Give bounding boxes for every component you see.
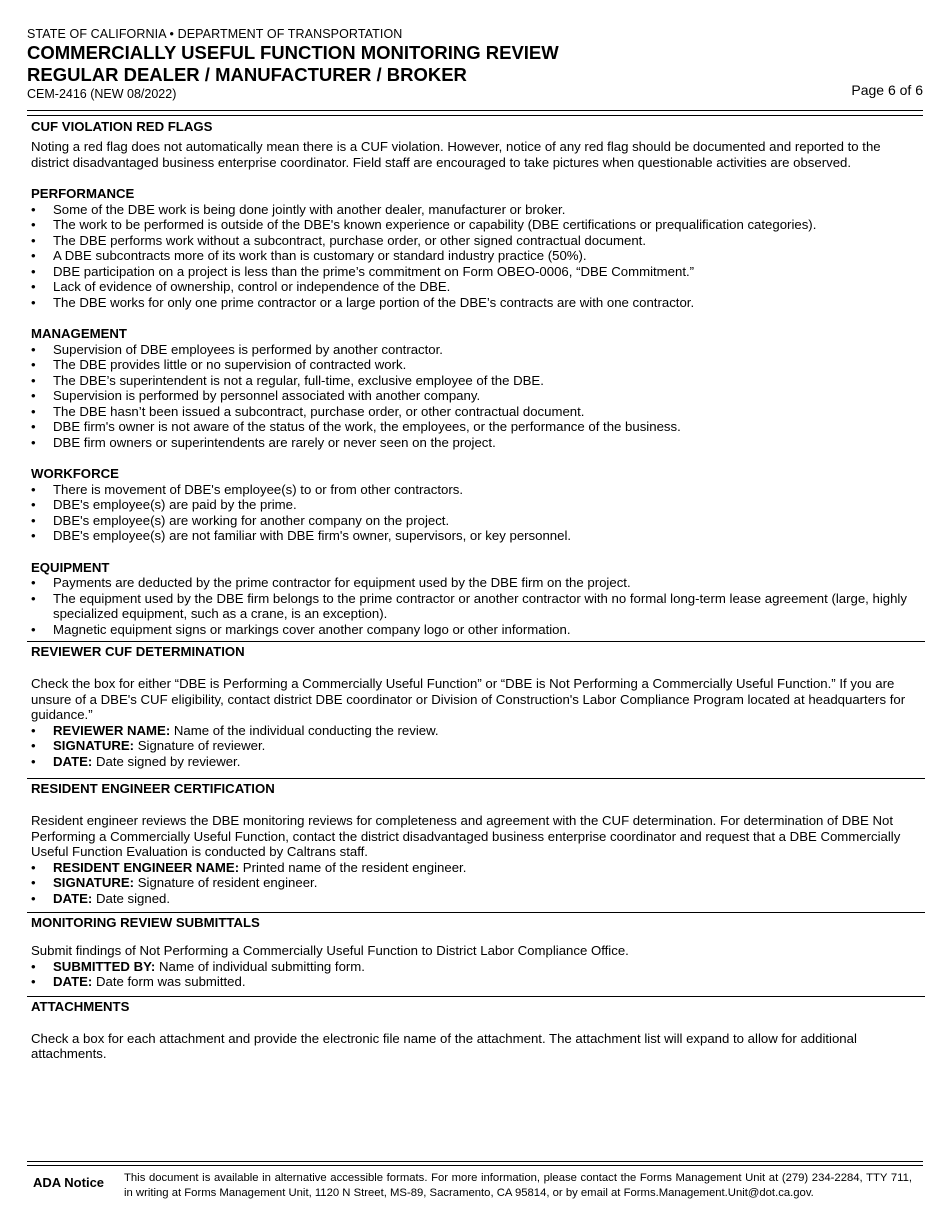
workforce-title: WORKFORCE <box>31 466 119 481</box>
list-item: • REVIEWER NAME: Name of the individual conducting the review. <box>31 723 921 739</box>
list-item: • There is movement of DBE's employee(s) to or from other contractors. <box>31 482 921 498</box>
list-item: • Supervision is performed by personnel associated with another company. <box>31 388 921 404</box>
list-item: • DATE: Date form was submitted. <box>31 974 921 990</box>
equipment-list <box>31 575 921 637</box>
list-item: • DBE's employee(s) are paid by the prime. <box>31 497 921 513</box>
form-subtitle: REGULAR DEALER / MANUFACTURER / BROKER <box>27 64 467 85</box>
form-number: CEM-2416 (NEW 08/2022) <box>27 87 177 101</box>
list-item: • A DBE subcontracts more of its work than is customary or standard industry practice (50%). <box>31 248 921 264</box>
list-item: • The DBE performs work without a subcontract, purchase order, or other signed contractual document. <box>31 233 921 249</box>
agency-line: STATE OF CALIFORNIA • DEPARTMENT OF TRANSPORTATION <box>27 27 403 41</box>
red-flags-intro: Noting a red flag does not automatically mean there is a CUF violation. However, notice of any red flag should be documented and reported to the district disadvantaged business enterprise coordinator. Field staff are encouraged to take pictures when questionable activities are observed. <box>31 139 881 170</box>
resident-title: RESIDENT ENGINEER CERTIFICATION <box>31 781 275 796</box>
workforce-list <box>31 482 921 544</box>
list-item: • DATE: Date signed. <box>31 891 921 907</box>
performance-list <box>31 202 921 311</box>
attachments-title: ATTACHMENTS <box>31 998 130 1014</box>
red-flags-title: CUF VIOLATION RED FLAGS <box>31 119 213 134</box>
list-item: • The work to be performed is outside of the DBE's known experience or capability (DBE certifications or prequalification categories). <box>31 217 921 233</box>
list-item: • Magnetic equipment signs or markings cover another company logo or other information. <box>31 622 921 638</box>
submittals-list <box>31 959 921 990</box>
list-item: • DBE's employee(s) are not familiar with DBE firm's owner, supervisors, or key personnel. <box>31 528 921 544</box>
list-item: • Some of the DBE work is being done jointly with another dealer, manufacturer or broker. <box>31 202 921 218</box>
footer-divider <box>27 1161 923 1166</box>
equipment-title: EQUIPMENT <box>31 559 110 575</box>
header-divider <box>27 110 923 116</box>
list-item: • DBE participation on a project is less than the prime’s commitment on Form OBEO-0006, “DBE Commitment.” <box>31 264 921 280</box>
management-list <box>31 342 921 451</box>
list-item: • DBE's employee(s) are working for another company on the project. <box>31 513 921 529</box>
list-item: • SUBMITTED BY: Name of individual submitting form. <box>31 959 921 975</box>
reviewer-intro: Check the box for either “DBE is Performing a Commercially Useful Function” or “DBE is Not Performing a Commercially Useful Function.” If you are unsure of a DBE's CUF eligibility, contact district DBE coordinator or Division of Construction's Labor Compliance Program located at headquarters for guidance.” <box>31 676 906 722</box>
ada-notice-text: This document is available in alternative accessible formats. For more information, please contact the Forms Management Unit at (279) 234-2284, TTY 711, in writing at Forms Management Unit, 1120 N Street, MS-89, Sacramento, CA 95814, or by email at Forms.Management.Unit@dot.ca.gov. <box>124 1172 912 1199</box>
list-item: • The DBE’s superintendent is not a regular, full-time, exclusive employee of the DBE. <box>31 373 921 389</box>
list-item: • DBE firm owners or superintendents are rarely or never seen on the project. <box>31 435 921 451</box>
performance-title: PERFORMANCE <box>31 186 135 201</box>
list-item: • Lack of evidence of ownership, control or independence of the DBE. <box>31 279 921 295</box>
list-item: • Payments are deducted by the prime contractor for equipment used by the DBE firm on the project. <box>31 575 921 591</box>
list-item: • SIGNATURE: Signature of reviewer. <box>31 738 921 754</box>
resident-list <box>31 860 921 907</box>
list-item: • DBE firm's owner is not aware of the status of the work, the employees, or the performance of the business. <box>31 419 921 435</box>
list-item: • RESIDENT ENGINEER NAME: Printed name of the resident engineer. <box>31 860 921 876</box>
reviewer-title: REVIEWER CUF DETERMINATION <box>31 644 245 659</box>
management-title: MANAGEMENT <box>31 326 127 341</box>
submittals-title: MONITORING REVIEW SUBMITTALS <box>31 915 260 930</box>
instructions-body <box>31 119 921 1062</box>
form-title: COMMERCIALLY USEFUL FUNCTION MONITORING REVIEW <box>27 42 559 63</box>
list-item: • The DBE hasn’t been issued a subcontract, purchase order, or other contractual document. <box>31 404 921 420</box>
resident-intro: Resident engineer reviews the DBE monitoring reviews for completeness and agreement with the CUF determination. For determination of DBE Not Performing a Commercially Useful Function, contact the district disadvantaged business enterprise coordinator and request that a DBE Commercially Useful Function Evaluation is conducted by Caltrans staff. <box>31 813 901 859</box>
ada-notice-label: ADA Notice <box>33 1175 105 1190</box>
attachments-intro: Check a box for each attachment and provide the electronic file name of the attachment. The attachment list will expand to allow for additional attachments. <box>31 1030 857 1061</box>
list-item: • DATE: Date signed by reviewer. <box>31 754 921 770</box>
list-item: • SIGNATURE: Signature of resident engineer. <box>31 875 921 891</box>
list-item: • The DBE works for only one prime contractor or a large portion of the DBE’s contracts are with one contractor. <box>31 295 921 311</box>
list-item: • Supervision of DBE employees is performed by another contractor. <box>31 342 921 358</box>
list-item: • The DBE provides little or no supervision of contracted work. <box>31 357 921 373</box>
submittals-intro: Submit findings of Not Performing a Commercially Useful Function to District Labor Compliance Office. <box>31 943 629 958</box>
list-item: • The equipment used by the DBE firm belongs to the prime contractor or another contractor with no formal long-term lease agreement (large, highly specialized equipment, such as a crane, is an exception). <box>31 591 921 622</box>
reviewer-list <box>31 723 921 770</box>
page-number: Page 6 of 6 <box>851 82 923 98</box>
